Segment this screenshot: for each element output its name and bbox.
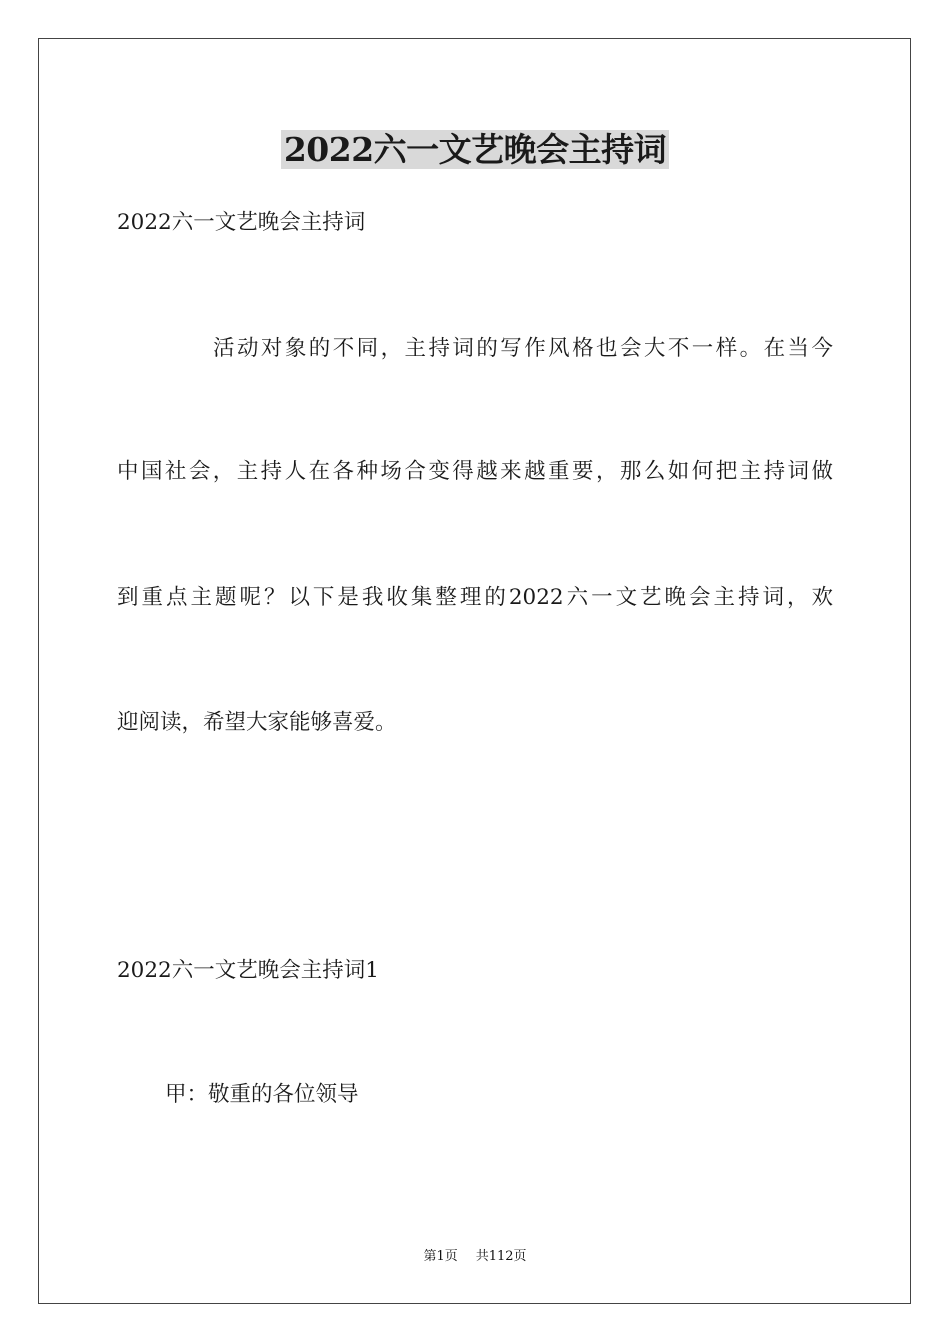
page-footer [0, 1248, 950, 1266]
page-number: 第1页 [423, 1249, 458, 1264]
dialogue-line: 甲：敬重的各位领导 [165, 1082, 359, 1107]
section-heading: 2022六一文艺晚会主持词1 [117, 958, 379, 983]
intro-line-3: 到重点主题呢？以下是我收集整理的2022六一文艺晚会主持词，欢 [117, 585, 833, 610]
document-title [0, 128, 950, 172]
document-title-text: 2022六一文艺晚会主持词 [281, 130, 669, 169]
page-total: 共112页 [475, 1249, 527, 1264]
intro-line-2: 中国社会，主持人在各种场合变得越来越重要，那么如何把主持词做 [117, 459, 833, 484]
intro-line-4: 迎阅读，希望大家能够喜爱。 [117, 710, 397, 735]
intro-line-1: 活动对象的不同，主持词的写作风格也会大不一样。在当今 [213, 336, 833, 361]
document-subtitle: 2022六一文艺晚会主持词 [117, 210, 366, 235]
